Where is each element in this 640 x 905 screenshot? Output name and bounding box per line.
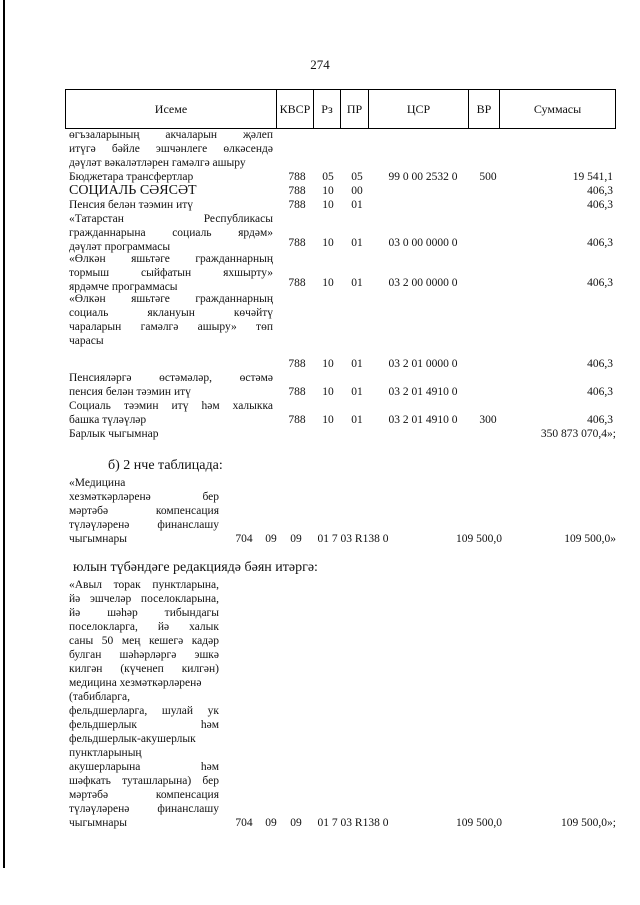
row-kvsr: 788 — [288, 386, 306, 398]
table-row-name: Социаль тәэмин итү һәм халыкка башка түләүләр — [69, 400, 273, 426]
row-vr: 300 — [479, 414, 497, 426]
table-row-name: өгъзаларының акчаларын җәлеп итүгә бәйле эшчәнлеге өлкәсендә дәүләт вәкаләтләрен гамәлгә ашыру Бюджетара трансфертлар — [69, 129, 273, 183]
row-rz: 10 — [322, 185, 334, 197]
row-pr: 01 — [351, 237, 363, 249]
row-pr: 01 — [351, 199, 363, 211]
row-csr: 03 0 00 0000 0 — [388, 237, 458, 249]
left-margin-rule — [3, 0, 5, 868]
row-sum: 406,3 — [587, 358, 613, 370]
row-sum: 406,3 — [587, 386, 613, 398]
section-b-v1: 109 500,0 — [456, 533, 502, 545]
row-pr: 00 — [351, 185, 363, 197]
section-c-v2: 109 500,0»; — [561, 817, 616, 829]
row-pr: 01 — [351, 386, 363, 398]
row-kvsr: 788 — [288, 199, 306, 211]
header-kvsr: КВСР — [277, 90, 314, 129]
section-b-csr: 01 7 03 R138 0 — [317, 533, 389, 545]
row-kvsr: 788 — [288, 358, 306, 370]
header-name: Исеме — [66, 90, 277, 129]
row-pr: 05 — [351, 171, 363, 183]
row-kvsr: 788 — [288, 414, 306, 426]
row-rz: 10 — [322, 277, 334, 289]
section-c-csr: 01 7 03 R138 0 — [317, 817, 389, 829]
table-header — [65, 89, 616, 129]
row-rz: 10 — [322, 358, 334, 370]
table-row-name: Пенсияләргә өстәмәләр, өстәмә пенсия белән тәэмин итү — [69, 372, 273, 398]
section-c-c1: 704 — [235, 817, 253, 829]
table-row-name: «Өлкән яшьтәге гражданнарның тормыш сыйфатын яхшырту» ярдәмче программасы — [69, 253, 273, 293]
section-b-v2: 109 500,0» — [564, 533, 616, 545]
header-rz: Рз — [314, 90, 341, 129]
row-csr: 03 2 01 4910 0 — [388, 386, 458, 398]
row-rz: 10 — [322, 237, 334, 249]
row-rz: 10 — [322, 386, 334, 398]
section-b-c2: 09 — [265, 533, 277, 545]
section-b-name: «Медицина хезмәткәрләренә бер мәртәбә компенсация түләүләренә финанслашу чыгымнары — [69, 477, 219, 545]
table-row-name: СОЦИАЛЬ СӘЯСӘТ — [69, 183, 197, 198]
row-rz: 10 — [322, 199, 334, 211]
row-kvsr: 788 — [288, 237, 306, 249]
row-sum: 406,3 — [587, 237, 613, 249]
row-sum: 406,3 — [587, 199, 613, 211]
section-c-c3: 09 — [290, 817, 302, 829]
section-b-c3: 09 — [290, 533, 302, 545]
row-sum: 19 541,1 — [572, 171, 613, 183]
row-kvsr: 788 — [288, 277, 306, 289]
row-csr: 03 2 00 0000 0 — [388, 277, 458, 289]
page-number: 274 — [310, 57, 330, 72]
total-value: 350 873 070,4»; — [540, 428, 616, 440]
row-pr: 01 — [351, 358, 363, 370]
total-label: Барлык чыгымнар — [69, 428, 159, 440]
row-pr: 01 — [351, 277, 363, 289]
section-b-c1: 704 — [235, 533, 253, 545]
row-pr: 01 — [351, 414, 363, 426]
row-sum: 406,3 — [587, 185, 613, 197]
row-csr: 03 2 01 0000 0 — [388, 358, 458, 370]
header-csr: ЦСР — [369, 90, 469, 129]
row-rz: 10 — [322, 414, 334, 426]
row-rz: 05 — [322, 171, 334, 183]
row-csr: 99 0 00 2532 0 — [388, 171, 458, 183]
section-c-heading: юлын түбәндәге редакциядә бәян итәргә: — [73, 560, 318, 575]
row-kvsr: 788 — [288, 171, 306, 183]
header-pr: ПР — [341, 90, 369, 129]
row-sum: 406,3 — [587, 277, 613, 289]
table-row-name: «Татарстан Республикасы гражданнарына социаль ярдәм» дәүләт программасы — [69, 213, 273, 253]
header-vr: ВР — [469, 90, 500, 129]
section-b-heading: б) 2 нче таблицада: — [108, 458, 223, 473]
table-row-name: Пенсия белән тәэмин итү — [69, 199, 194, 211]
row-sum: 406,3 — [587, 414, 613, 426]
row-csr: 03 2 01 4910 0 — [388, 414, 458, 426]
section-c-c2: 09 — [265, 817, 277, 829]
section-c-name: «Авыл торак пунктларына, йә эшчеләр поселокларына, йә шәһәр тибындагы поселокларга, йә халык саны 50 мең кешегә кадәр булган шәһәрләргә эшкә килгән (күченеп килгән) медицина хезмәткәрләренә (табибларга, фельдшерларга, шулай ук фельдшерлык һәм фельдшерлык-акушерлык пунктларының акушерларына һәм шәфкать туташларына) бер мәртәбә компенсация түләүләренә финанслашу чыгымнары — [69, 579, 219, 829]
row-kvsr: 788 — [288, 185, 306, 197]
row-vr: 500 — [479, 171, 497, 183]
table-row-name: «Өлкән яшьтәге гражданнарның социаль яклануын көчәйтү чараларын гамәлгә ашыру» төп чарасы — [69, 293, 273, 347]
section-c-v1: 109 500,0 — [456, 817, 502, 829]
header-sum: Суммасы — [500, 90, 616, 129]
